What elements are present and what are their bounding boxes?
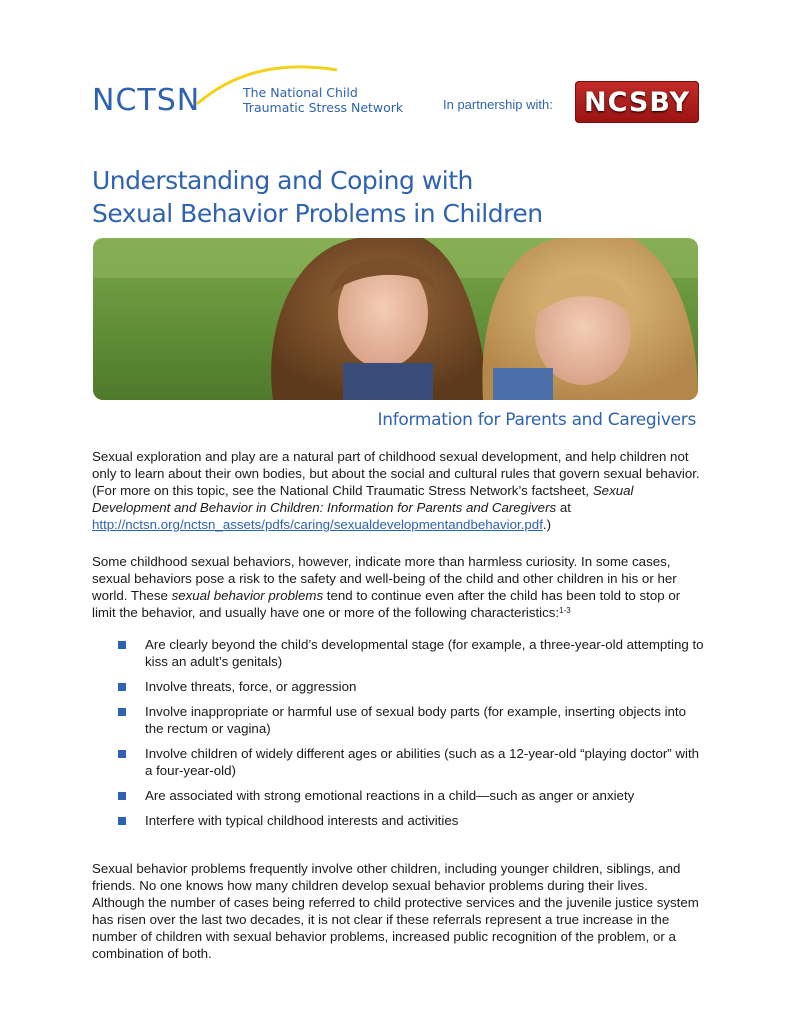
children-photo — [93, 238, 698, 400]
factsheet-link[interactable]: http://nctsn.org/nctsn_assets/pdfs/caring/sexualdevelopmentandbehavior.pdf — [92, 517, 543, 532]
intro-paragraph: Sexual exploration and play are a natural part of childhood sexual development, and help children not only to learn about their own bodies, but about the social and cultural rules that govern sexual behavior. (For more on this topic, see the National Child Traumatic Stress Network’s factsheet, Sexual Development and Behavior in Children: Information for Parents and Caregivers at http://nctsn.org/nctsn_assets/pdfs/caring/sexualdevelopmentandbehavior.pdf.) — [92, 449, 700, 532]
characteristics-list — [118, 636, 708, 837]
page-title: Understanding and Coping with Sexual Behavior Problems in Children — [92, 166, 543, 228]
characteristics-paragraph: Some childhood sexual behaviors, however, indicate more than harmless curiosity. In some cases, sexual behaviors pose a risk to the safety and well-being of the child and other children in his or her world. These sexual behavior problems tend to continue even after the child has been told to stop or limit the behavior, and usually have one or more of the following characteristics:$^{1-3}$ — [92, 554, 681, 620]
list-item: Involve children of widely different ages or abilities (such as a 12-year-old “playing doctor” with a four-year-old) — [118, 745, 708, 779]
square-bullet-icon — [118, 708, 126, 716]
list-item: Involve inappropriate or harmful use of sexual body parts (for example, inserting objects into the rectum or vagina) — [118, 703, 708, 737]
nctsn-logo: NCTSN — [92, 83, 201, 118]
list-item: Interfere with typical childhood interests and activities — [118, 812, 708, 829]
nctsn-logo-name: The National Child Traumatic Stress Network — [243, 85, 404, 115]
square-bullet-icon — [118, 750, 126, 758]
partnership-label: In partnership with: — [443, 97, 553, 112]
ncsby-logo: NCSBY — [575, 81, 699, 123]
subtitle: Information for Parents and Caregivers — [377, 410, 696, 430]
list-item: Involve threats, force, or aggression — [118, 678, 708, 695]
closing-paragraph: Sexual behavior problems frequently involve other children, including younger children, siblings, and friends. No one knows how many children develop sexual behavior problems during their lives. Although the number of cases being referred to child protective services and the juvenile justice system has risen over the last two decades, it is not clear if these referrals represent a true increase in the number of children with sexual behavior problems, increased public recognition of the problem, or a combination of both. — [92, 861, 699, 961]
square-bullet-icon — [118, 641, 126, 649]
list-item: Are clearly beyond the child’s developmental stage (for example, a three-year-old attempting to kiss an adult’s genitals) — [118, 636, 708, 670]
square-bullet-icon — [118, 817, 126, 825]
square-bullet-icon — [118, 683, 126, 691]
square-bullet-icon — [118, 792, 126, 800]
list-item: Are associated with strong emotional reactions in a child—such as anger or anxiety — [118, 787, 708, 804]
